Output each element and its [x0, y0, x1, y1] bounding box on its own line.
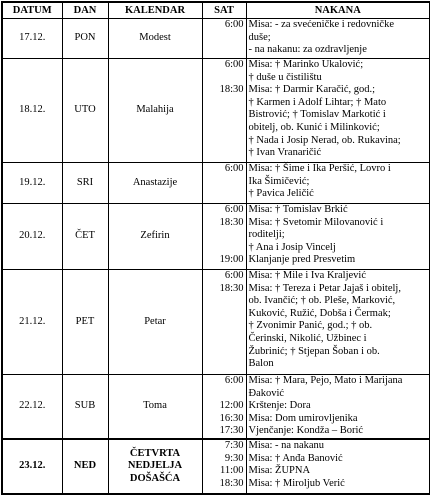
- schedule-sheet: [1, 1, 429, 495]
- intention-line: Žubrinić; † Stjepan Šoban i ob.: [248, 345, 380, 357]
- date-cell: 20.12.: [2, 204, 62, 270]
- date-cell: 22.12.: [2, 375, 62, 439]
- calendar-line: NEDJELJA: [127, 460, 183, 472]
- time-cell: [202, 270, 246, 375]
- intention-line: Misa: † Mile i Iva Kraljević: [248, 270, 367, 281]
- col-header-sat: SAT: [202, 2, 246, 19]
- intention-cell: [246, 270, 430, 375]
- intention-line: † duše u čistilištu: [248, 71, 322, 83]
- intention-cell: [246, 204, 430, 270]
- date-cell: 18.12.: [2, 59, 62, 163]
- intention-line: Misa: † Marinko Ukalović;: [248, 59, 364, 70]
- time-entry: 17:30: [219, 425, 244, 437]
- time-cell: [202, 375, 246, 439]
- intention-line: Ika Šimičević;: [248, 175, 310, 187]
- intention-line: Vjenčanje: Kondža – Borić: [248, 425, 364, 437]
- intention-line: roditelji;: [248, 229, 285, 241]
- day-cell: UTO: [62, 59, 108, 163]
- col-header-datum: DATUM: [2, 2, 62, 19]
- calendar-line: ČETVRTA: [129, 447, 181, 459]
- day-cell: PON: [62, 19, 108, 59]
- time-entry: 6:00: [224, 375, 244, 386]
- time-entry: 16:30: [219, 412, 244, 424]
- date-cell: 19.12.: [2, 163, 62, 204]
- day-cell: PET: [62, 270, 108, 375]
- col-header-dan: DAN: [62, 2, 108, 19]
- day-cell: NED: [62, 439, 108, 494]
- intention-cell: [246, 439, 430, 494]
- calendar-line: Toma: [143, 400, 167, 412]
- day-row: [2, 204, 430, 270]
- intention-line: Misa: † Svetomir Milovanović i: [248, 216, 384, 228]
- time-cell: [202, 204, 246, 270]
- time-cell: [202, 439, 246, 494]
- time-entry: 18:30: [219, 216, 244, 228]
- intention-line: Čerinski, Nikolić, Užbinec i: [248, 332, 367, 344]
- day-cell: SUB: [62, 375, 108, 439]
- calendar-cell: [108, 59, 202, 163]
- calendar-cell: [108, 163, 202, 204]
- intention-line: Misa: † Darmir Karačić, god.;: [248, 84, 376, 96]
- intention-line: Krštenje: Dora: [248, 400, 311, 412]
- intention-cell: [246, 375, 430, 439]
- day-cell: SRI: [62, 163, 108, 204]
- calendar-line: DOŠAŠĆA: [129, 472, 181, 484]
- time-entry: 9:30: [224, 452, 244, 464]
- time-entry: 12:00: [219, 400, 244, 412]
- time-entry: 7:30: [224, 439, 244, 451]
- time-entry: 11:00: [219, 465, 244, 477]
- intention-line: † Nada i Josip Nerad, ob. Rukavina;: [248, 134, 401, 146]
- intention-line: Misa: † Miroljub Verić: [248, 477, 345, 489]
- calendar-cell: [108, 19, 202, 59]
- intention-line: Balon: [248, 358, 274, 370]
- intention-line: Misa: † Tereza i Petar Jajaš i obitelj,: [248, 282, 401, 294]
- calendar-line: Zefirin: [140, 230, 170, 242]
- intention-line: duše;: [248, 31, 271, 43]
- intention-line: Misa: - za svećeničke i redovničke: [248, 19, 394, 30]
- intention-cell: [246, 19, 430, 59]
- day-row: [2, 19, 430, 59]
- calendar-cell: [108, 439, 202, 494]
- schedule-body: [2, 19, 430, 494]
- calendar-line: Anastazije: [132, 176, 178, 188]
- day-row: [2, 163, 430, 204]
- intention-cell: [246, 163, 430, 204]
- intention-line: Misa: † Šime i Ika Peršić, Lovro i: [248, 163, 391, 174]
- intention-line: Đaković: [248, 387, 285, 399]
- calendar-line: Modest: [139, 32, 171, 44]
- date-cell: 23.12.: [2, 439, 62, 494]
- date-cell: 21.12.: [2, 270, 62, 375]
- calendar-cell: [108, 375, 202, 439]
- intention-line: † Ana i Josip Vincelj: [248, 241, 336, 253]
- time-entry: 6:00: [224, 270, 244, 281]
- time-entry: 6:00: [224, 19, 244, 30]
- col-header-nakana: NAKANA: [246, 2, 430, 19]
- day-cell: ČET: [62, 204, 108, 270]
- time-entry: 6:00: [224, 163, 244, 174]
- calendar-cell: [108, 204, 202, 270]
- time-entry: 19:00: [219, 254, 244, 266]
- mass-schedule-table: [1, 1, 430, 495]
- time-cell: [202, 19, 246, 59]
- intention-line: Klanjanje pred Presvetim: [248, 254, 356, 266]
- intention-cell: [246, 59, 430, 163]
- calendar-line: Petar: [144, 315, 166, 327]
- col-header-kalendar: KALENDAR: [108, 2, 202, 19]
- intention-line: Kuković, Ružić, Dobša i Čermak;: [248, 307, 391, 319]
- time-cell: [202, 59, 246, 163]
- intention-line: Misa: † Tomislav Brkić: [248, 204, 348, 215]
- intention-line: Misa: ŽUPNA: [248, 465, 311, 477]
- time-cell: [202, 163, 246, 204]
- calendar-line: Malahija: [136, 104, 174, 116]
- intention-line: Misa: † Anđa Banović: [248, 452, 343, 464]
- time-entry: 18:30: [219, 477, 244, 489]
- intention-line: ob. Ivančić; † ob. Pleše, Marković,: [248, 295, 396, 307]
- intention-line: † Pavica Jeličić: [248, 188, 314, 200]
- day-row: [2, 270, 430, 375]
- intention-line: Misa: Dom umirovljenika: [248, 412, 358, 424]
- intention-line: † Karmen i Adolf Lihtar; † Mato: [248, 96, 387, 108]
- time-entry: 18:30: [219, 282, 244, 294]
- intention-line: Bistrović; † Tomislav Markotić i: [248, 109, 386, 121]
- day-row: [2, 439, 430, 494]
- header-row: [2, 2, 430, 19]
- day-row: [2, 59, 430, 163]
- day-row: [2, 375, 430, 439]
- intention-line: † Zvonimir Panić, god.; † ob.: [248, 320, 373, 332]
- intention-line: - na nakanu: za ozdravljenje: [248, 44, 367, 56]
- time-entry: 6:00: [224, 204, 244, 215]
- time-entry: 18:30: [219, 84, 244, 96]
- intention-line: † Ivan Vranaričić: [248, 147, 322, 159]
- time-entry: 6:00: [224, 59, 244, 70]
- intention-line: obitelj, ob. Kunić i Milinković;: [248, 121, 380, 133]
- calendar-cell: [108, 270, 202, 375]
- intention-line: Misa: † Mara, Pejo, Mato i Marijana: [248, 375, 403, 386]
- date-cell: 17.12.: [2, 19, 62, 59]
- intention-line: Misa: - na nakanu: [248, 439, 325, 451]
